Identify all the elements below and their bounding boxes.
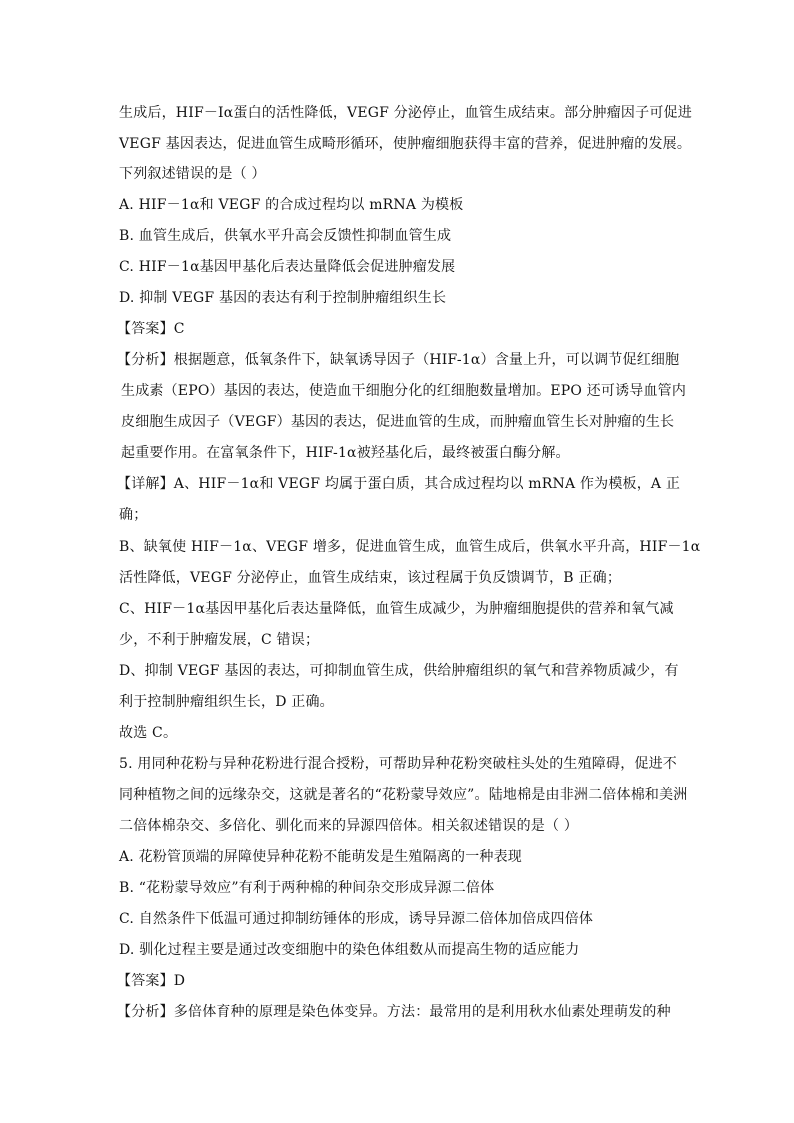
option-b: B. “花粉蒙导效应”有利于两种棉的种间杂交形成异源二倍体 [119, 880, 495, 896]
detail-line: 活性降低，VEGF 分泌停止，血管生成结束，该过程属于负反馈调节，B 正确； [119, 570, 622, 586]
detail-line: 利于控制肿瘤组织生长，D 正确。 [119, 694, 334, 710]
question-line: 二倍体棉杂交、多倍化、驯化而来的异源四倍体。相关叙述错误的是（ ） [119, 818, 579, 834]
detail-line: C、HIF－1α基因甲基化后表达量降低，血管生成减少，为肿瘤细胞提供的营养和氧气减 [119, 601, 674, 617]
option-d: D. 抑制 VEGF 基因的表达有利于控制肿瘤组织生长 [119, 290, 447, 306]
detail-line: 【详解】A、HIF－1α和 VEGF 均属于蛋白质，其合成过程均以 mRNA 作为模板，A 正 [117, 476, 681, 492]
question-line: 5. 用同种花粉与异种花粉进行混合授粉，可帮助异种花粉突破柱头处的生殖障碍，促进不 [119, 756, 678, 772]
option-b: B. 血管生成后，供氧水平升高会反馈性抑制血管生成 [119, 228, 452, 244]
detail-line: 确； [119, 507, 148, 523]
option-a: A. 花粉管顶端的屏障使异种花粉不能萌发是生殖隔离的一种表现 [119, 849, 523, 865]
text-line: VEGF 基因表达，促进血管生成畸形循环，使肿瘤细胞获得丰富的营养，促进肿瘤的发展。 [119, 136, 692, 152]
text-line: 生成后，HIF－Iα蛋白的活性降低，VEGF 分泌停止，血管生成结束。部分肿瘤因子可促进 [119, 105, 692, 121]
option-c: C. HIF－1α基因甲基化后表达量降低会促进肿瘤发展 [119, 259, 456, 275]
text-line: 下列叙述错误的是（ ） [119, 166, 266, 182]
analysis-line: 皮细胞生成因子（VEGF）基因的表达，促进血管的生成，而肿瘤血管生长对肿瘤的生长 [121, 414, 675, 430]
option-d: D. 驯化过程主要是通过改变细胞中的染色体组数从而提高生物的适应能力 [119, 942, 580, 958]
conclusion-line: 故选 C。 [119, 725, 178, 741]
analysis-line: 生成素（EPO）基因的表达，使造血干细胞分化的红细胞数量增加。EPO 还可诱导血管内 [121, 383, 687, 399]
analysis-line: 【分析】多倍体育种的原理是染色体变异。方法：最常用的是利用秋水仙素处理萌发的种 [117, 1004, 671, 1020]
detail-line: D、抑制 VEGF 基因的表达，可抑制血管生成，供给肿瘤组织的氧气和营养物质减少，有 [119, 663, 679, 679]
answer-label: 【答案】D [117, 973, 186, 989]
detail-line: B、缺氧使 HIF－1α、VEGF 增多，促进血管生成，血管生成后，供氧水平升高，HIF－1α [119, 539, 701, 555]
analysis-line: 起重要作用。在富氧条件下，HIF-1α被羟基化后，最终被蛋白酶分解。 [121, 445, 570, 461]
option-c: C. 自然条件下低温可通过抑制纺锤体的形成，诱导异源二倍体加倍成四倍体 [119, 911, 594, 927]
detail-line: 少，不利于肿瘤发展，C 错误； [119, 632, 320, 648]
analysis-line: 【分析】根据题意，低氧条件下，缺氧诱导因子（HIF-1α）含量上升，可以调节促红细胞 [117, 352, 680, 368]
option-a: A. HIF－1α和 VEGF 的合成过程均以 mRNA 为模板 [119, 197, 464, 213]
question-line: 同种植物之间的远缘杂交，这就是著名的“花粉蒙导效应”。陆地棉是由非洲二倍体棉和美洲 [119, 787, 688, 803]
answer-label: 【答案】C [117, 321, 185, 337]
